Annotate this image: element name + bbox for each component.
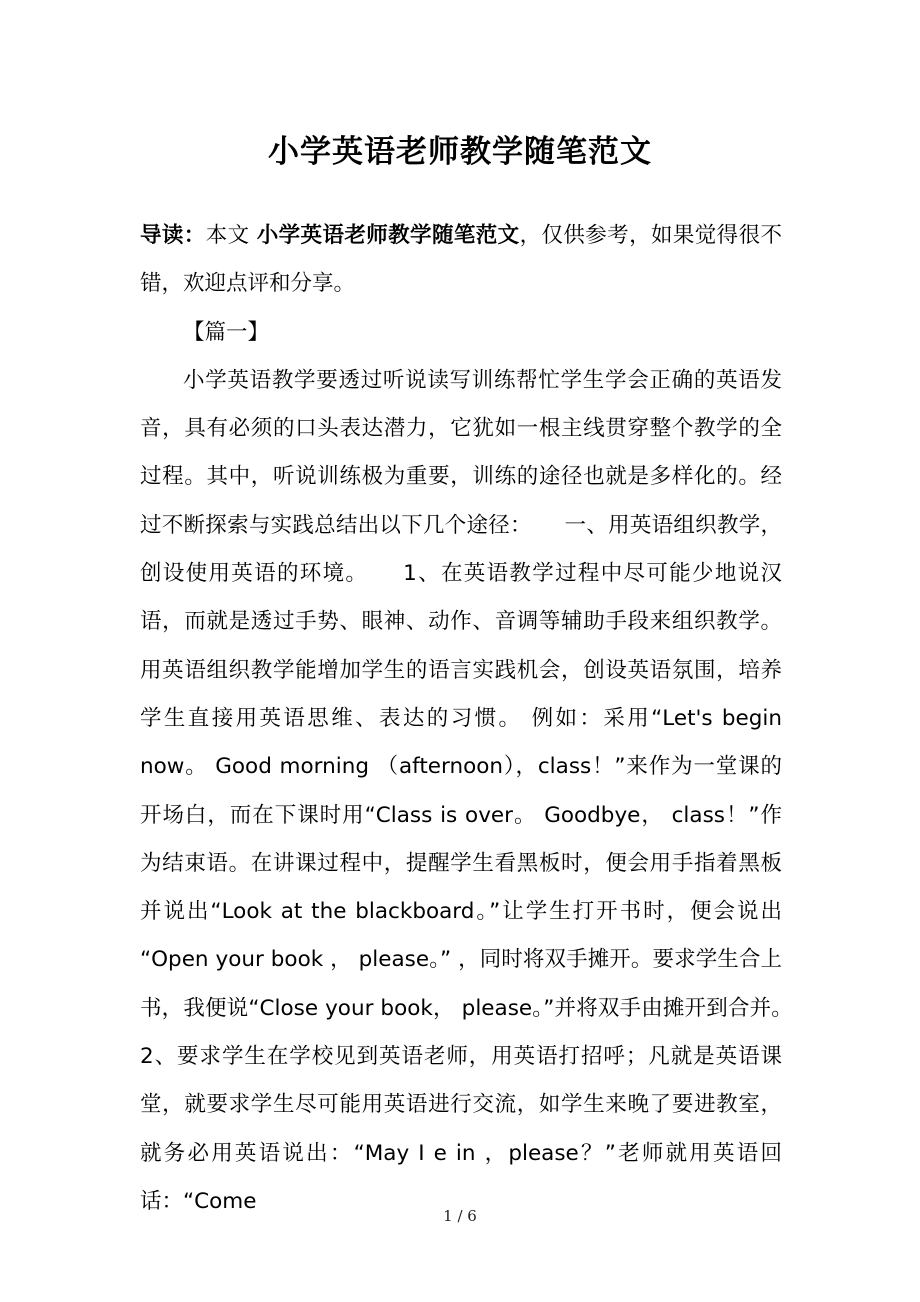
intro-prefix: 本文 [205,223,257,248]
intro-label: 导读： [140,223,206,248]
intro-suffix: ，仅供参考，如果觉得很不错，欢迎点评和分享。 [140,223,782,297]
document-title: 小学英语老师教学随笔范文 [268,134,652,170]
document-body [140,212,826,1226]
page-number: 1 / 6 [443,1207,477,1225]
section-label: 【篇一】 [183,319,270,345]
body-paragraph: 小学英语教学要透过听说读写训练帮忙学生学会正确的英语发音，具有必须的口头表达潜力，它犹如一根主线贯穿整个教学的全过程。其中，听说训练极为重要，训练的途径也就是多样化的。经过不断探索与实践总结出以下几个途径： 一、用英语组织教学，创设使用英语的环境。 1、在英语教学过程中尽可能少地说汉语，而就是透过手势、眼神、动作、音调等辅助手段来组织教学。用英语组织教学能增加学生的语言实践机会，创设英语氛围，培养学生直接用英语思维、表达的习惯。 例如：采用“Let's begin now。 Good morning （afternoon），class！”来作为一堂课的开场白，而在下课时用“Class is over。 Goodbye， class！”作为结束语。在讲课过程中，提醒学生看黑板时，便会用手指着黑板并说出“Look at the blackboard。”让学生打开书时，便会说出 “Open your book ， please。” ，同时将双手摊开。要求学生合上书，我便说“Close your book， please。”并将双手由摊开到合并。 2、要求学生在学校见到英语老师，用英语打招呼；凡就是英语课堂，就要求学生尽可能用英语进行交流，如学生来晚了要进教室，就务必用英语说出：“May I e in ，please？”老师就用英语回话：“Come [140,367,826,1214]
intro-paragraph [140,212,782,309]
intro-title: 小学英语老师教学随笔范文 [256,223,520,248]
